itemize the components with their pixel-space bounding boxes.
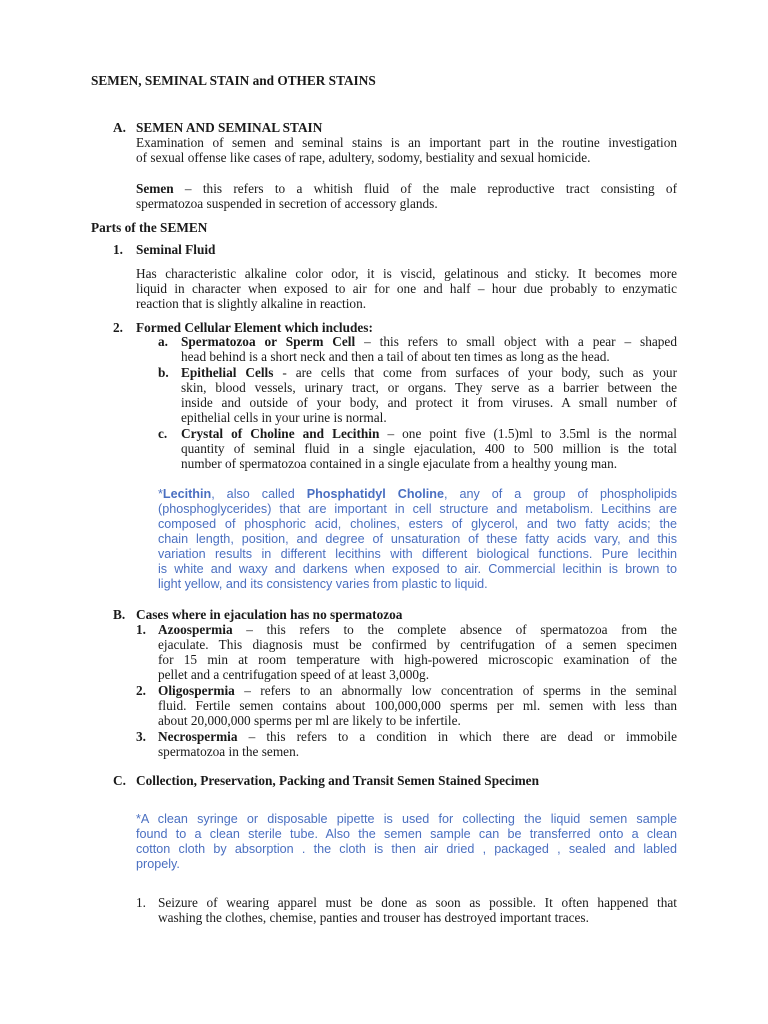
item-2a-line: Spermatozoa or Sperm Cell – this refers to small object with a pear – shaped <box>181 334 677 349</box>
phosphatidyl-choline-term: Phosphatidyl Choline <box>306 487 444 501</box>
section-b-item-3-marker: 3. <box>136 729 146 744</box>
lecithin-note-line: is white and waxy and darkens when exposed to air. Commercial lecithin is brown to <box>158 562 677 576</box>
lecithin-note-line: (phosphoglycerides) that are important in cell structure and metabolism. Lecithins are <box>158 502 677 516</box>
item-2c-marker: c. <box>158 426 168 441</box>
section-b-marker: B. <box>113 607 126 622</box>
lecithin-note-line: light yellow, and its consistency varies from plastic to liquid. <box>158 577 488 591</box>
parts-heading: Parts of the SEMEN <box>91 220 208 235</box>
item-1-line: liquid in character when exposed to air for one and half – hour due probably to enzymatic <box>136 281 677 296</box>
item-1-heading: Seminal Fluid <box>136 242 216 257</box>
section-a-intro-line: of sexual offense like cases of rape, adultery, sodomy, bestiality and sexual homicide. <box>136 150 591 165</box>
item-1-marker: 1. <box>113 242 123 257</box>
section-c-marker: C. <box>113 773 126 788</box>
section-b-heading: Cases where in ejaculation has no spermatozoa <box>136 607 403 622</box>
item-2a-marker: a. <box>158 334 168 349</box>
lecithin-note-line: chain length, position, and degree of unsaturation of these fatty acids vary, and this <box>158 532 677 546</box>
document-title: SEMEN, SEMINAL STAIN and OTHER STAINS <box>91 73 376 88</box>
spermatozoa-term: Spermatozoa or Sperm Cell <box>181 334 356 349</box>
necrospermia-line: Necrospermia – this refers to a condition in which there are dead or immobile <box>158 729 677 744</box>
item-2c-line: quantity of seminal fluid in a single ejaculation, 400 to 500 million is the total <box>181 441 677 456</box>
item-2b-line: epithelial cells in your urine is normal. <box>181 410 387 425</box>
lecithin-note-line: *Lecithin, also called Phosphatidyl Choline, any of a group of phospholipids <box>158 487 677 501</box>
azoospermia-line: Azoospermia – this refers to the complete absence of spermatozoa from the <box>158 622 677 637</box>
oligospermia-term: Oligospermia <box>158 683 235 698</box>
item-2b-line: inside and outside of your body, and protect it from viruses. A small number of <box>181 395 677 410</box>
item-2a-line: head behind is a short neck and then a tail of about ten times as long as the head. <box>181 349 610 364</box>
item-1-line: reaction that is slightly alkaline in reaction. <box>136 296 367 311</box>
item-2c-line: number of spermatozoa contained in a single ejaculate from a healthy young man. <box>181 456 618 471</box>
section-b-item-2-marker: 2. <box>136 683 146 698</box>
seizure-line: washing the clothes, chemise, panties and trouser has destroyed important traces. <box>158 910 589 925</box>
semen-definition-line: Semen – this refers to a whitish fluid of the male reproductive tract consisting of <box>136 181 677 196</box>
item-1-line: Has characteristic alkaline color odor, it is viscid, gelatinous and sticky. It becomes more <box>136 266 677 281</box>
item-2b-line: Epithelial Cells - are cells that come from surfaces of your body, such as your <box>181 365 677 380</box>
collection-note-line: found to a clean sterile tube. Also the semen sample can be transferred onto a clean <box>136 827 677 841</box>
azoospermia-line: for 15 min at room temperature with high-powered microscopic examination of the <box>158 652 677 667</box>
collection-note-line: cotton cloth by absorption . the cloth is then air dried , packaged , sealed and labled <box>136 842 677 856</box>
section-c-heading: Collection, Preservation, Packing and Transit Semen Stained Specimen <box>136 773 539 788</box>
choline-term: Crystal of Choline and Lecithin <box>181 426 380 441</box>
seizure-line: Seizure of wearing apparel must be done as soon as possible. It often happened that <box>158 895 677 910</box>
section-a-intro-line: Examination of semen and seminal stains is an important part in the routine investigation <box>136 135 677 150</box>
semen-term: Semen <box>136 181 174 196</box>
section-c-item-1-marker: 1. <box>136 895 146 910</box>
collection-note-line: *A clean syringe or disposable pipette is used for collecting the liquid semen sample <box>136 812 677 826</box>
lecithin-note-line: composed of phosphoric acid, cholines, esters of glycerol, and two fatty acids; the <box>158 517 677 531</box>
necrospermia-term: Necrospermia <box>158 729 238 744</box>
item-2b-line: skin, blood vessels, urinary tract, or organs. They serve as a barrier between the <box>181 380 677 395</box>
azoospermia-line: ejaculate. This diagnosis must be confirmed by centrifugation of a semen specimen <box>158 637 677 652</box>
section-a-heading: SEMEN AND SEMINAL STAIN <box>136 120 323 135</box>
collection-note-line: propely. <box>136 857 180 871</box>
lecithin-term: Lecithin <box>162 487 212 501</box>
section-b-item-1-marker: 1. <box>136 622 146 637</box>
item-2-heading: Formed Cellular Element which includes: <box>136 320 373 335</box>
item-2c-line: Crystal of Choline and Lecithin – one point five (1.5)ml to 3.5ml is the normal <box>181 426 677 441</box>
oligospermia-line: about 20,000,000 sperms per ml are likely to be infertile. <box>158 713 461 728</box>
oligospermia-line: fluid. Fertile semen contains about 100,000,000 sperms per ml. semen with less than <box>158 698 677 713</box>
epithelial-term: Epithelial Cells <box>181 365 274 380</box>
lecithin-note-line: variation results in different lecithins with different biological functions. Pure lecithin <box>158 547 677 561</box>
semen-definition-line: spermatozoa suspended in secretion of accessory glands. <box>136 196 438 211</box>
section-a-marker: A. <box>113 120 126 135</box>
item-2b-marker: b. <box>158 365 169 380</box>
oligospermia-line: Oligospermia – refers to an abnormally low concentration of sperms in the seminal <box>158 683 677 698</box>
azoospermia-term: Azoospermia <box>158 622 233 637</box>
azoospermia-line: pellet and a centrifugation speed of at least 3,000g. <box>158 667 430 682</box>
necrospermia-line: spermatozoa in the semen. <box>158 744 300 759</box>
item-2-marker: 2. <box>113 320 123 335</box>
